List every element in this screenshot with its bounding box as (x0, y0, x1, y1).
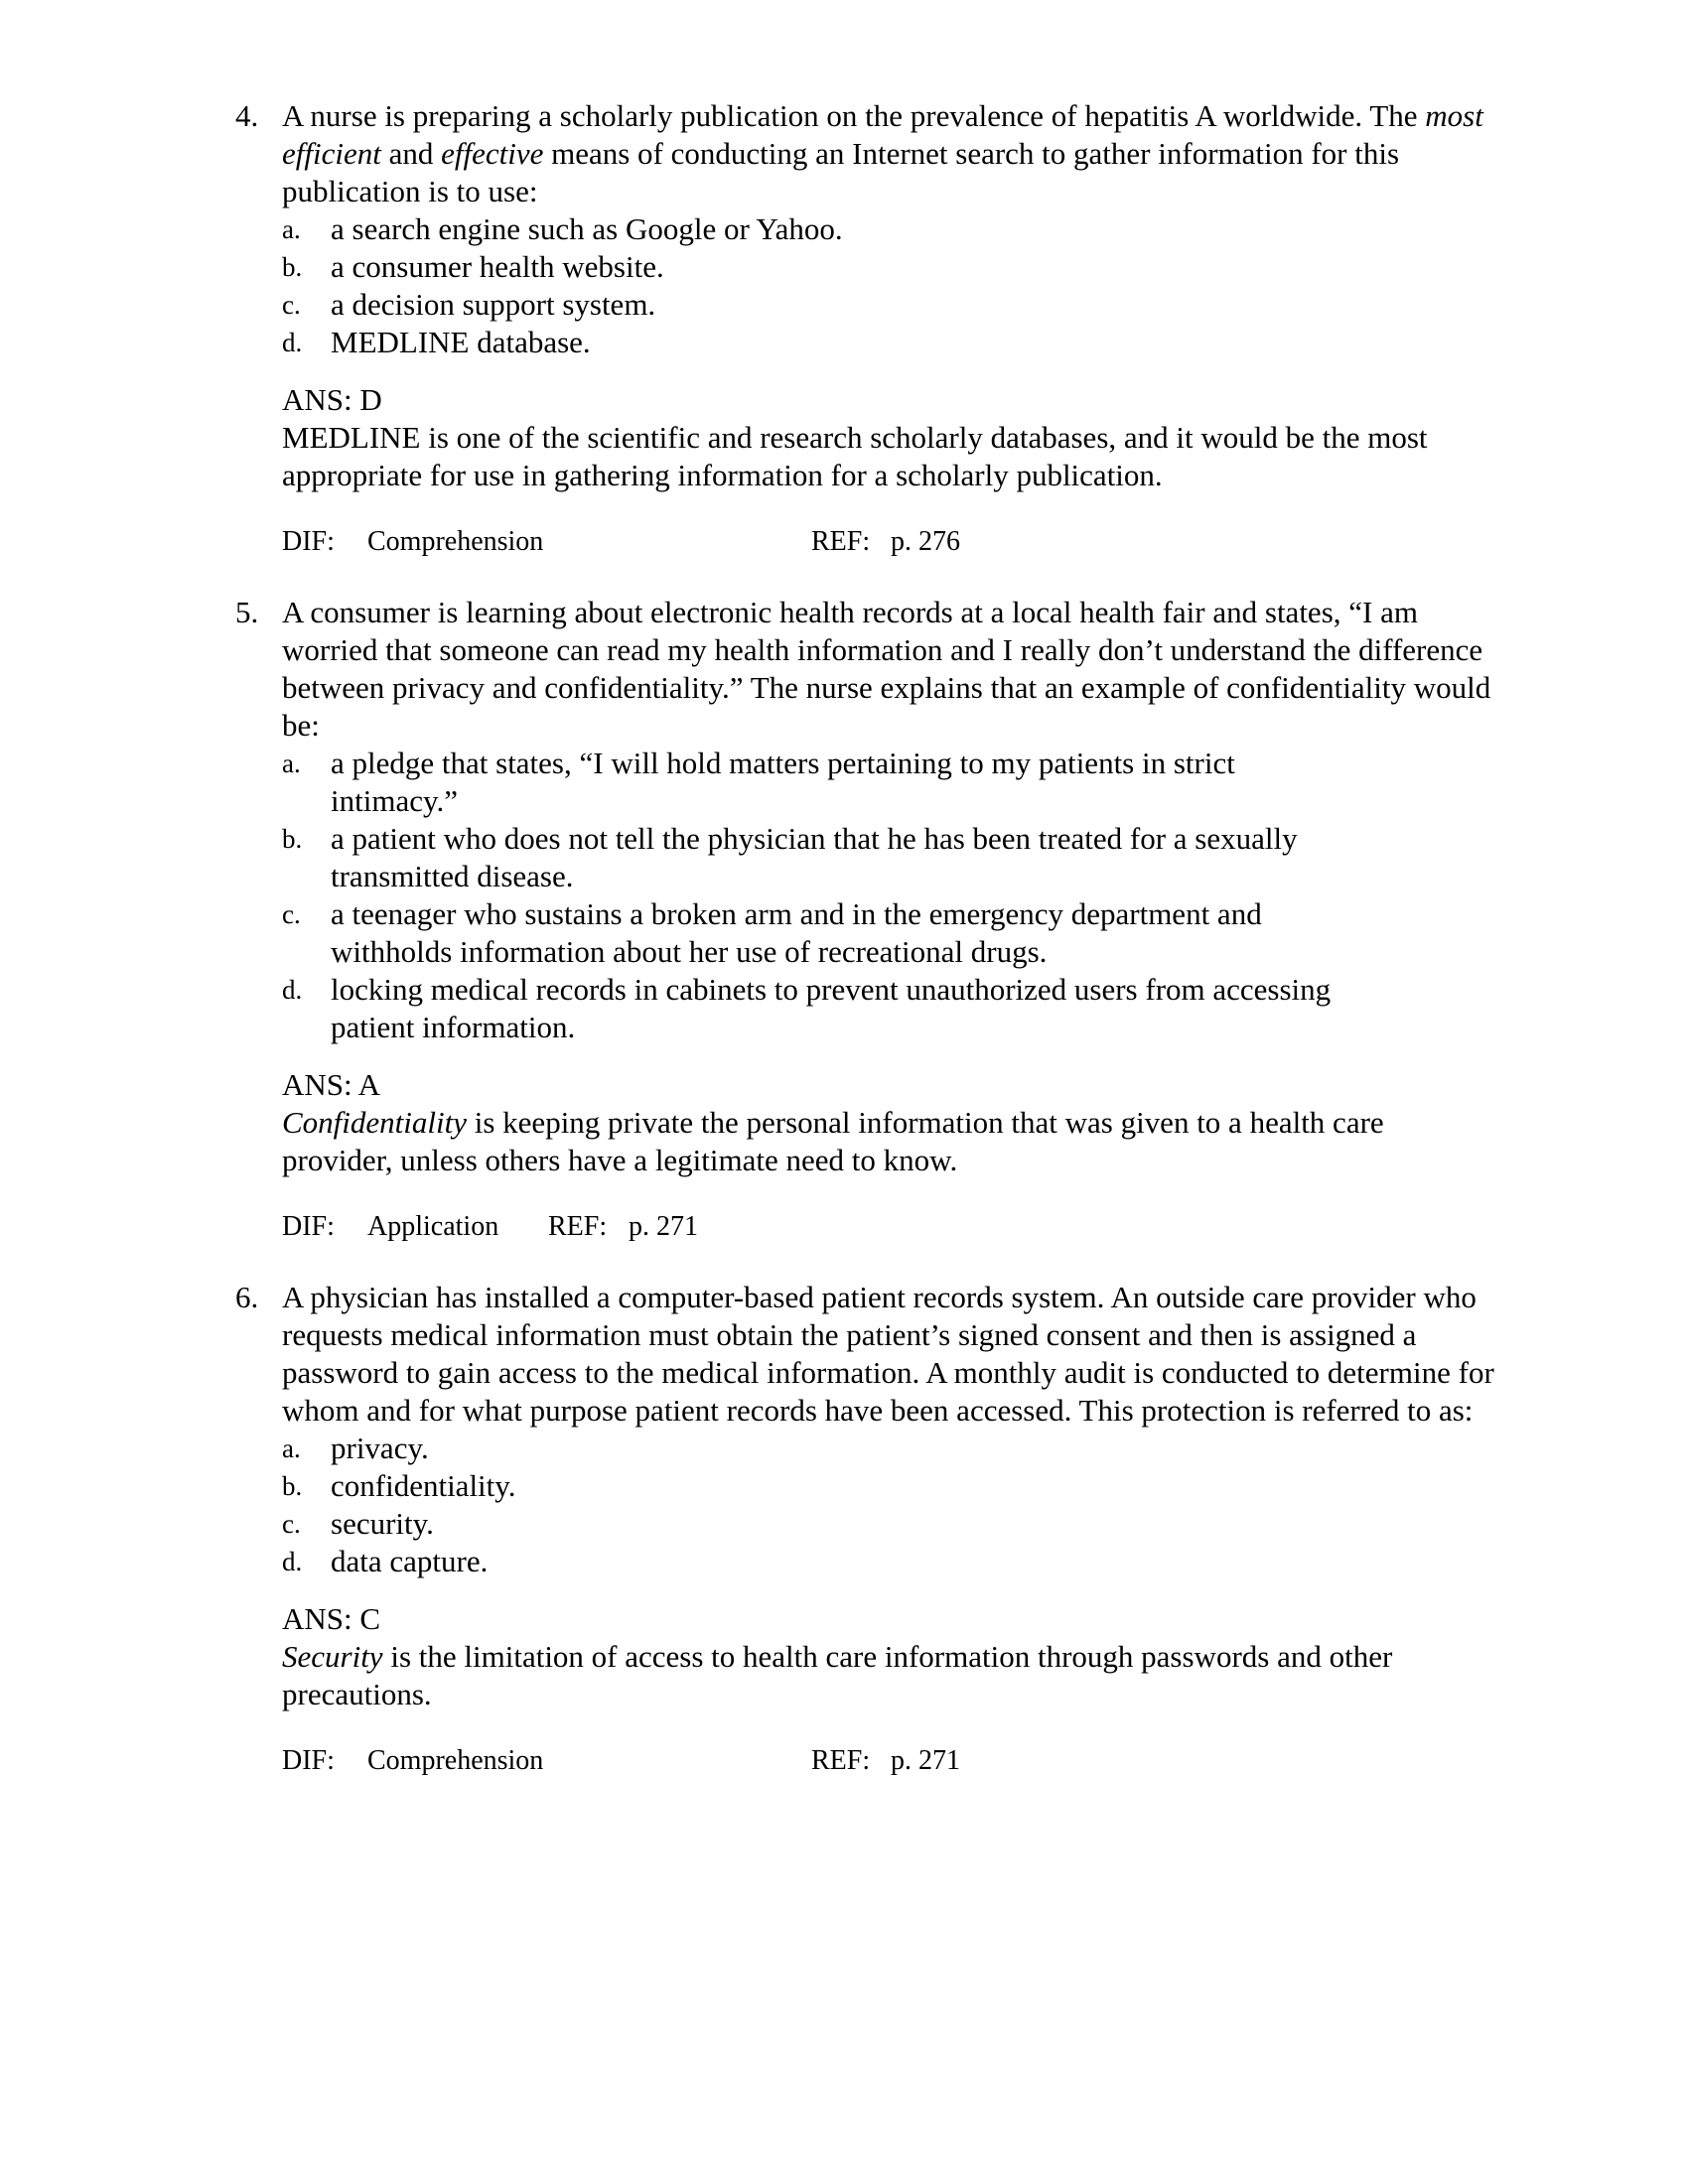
options-list (282, 1430, 1516, 1580)
question-stem (282, 97, 1516, 210)
option-letter: b. (282, 252, 303, 282)
ref-label: REF: (811, 1745, 871, 1776)
option-text: a teenager who sustains a broken arm and in the emergency department and withholds information about her use of recreational drugs. (331, 896, 1262, 969)
option-text: data capture. (331, 1544, 489, 1578)
option-letter: a. (282, 1433, 301, 1463)
answer-block (282, 1066, 1516, 1179)
option-c (282, 286, 1516, 324)
stem-text: A physician has installed a computer-based patient records system. An outside care provider who requests medical information must obtain the patient’s signed consent and then is assigned a password to gain access to the medical information. A monthly audit is conducted to determine for whom and for what purpose patient records have been accessed. This protection is referred to as: (282, 1280, 1494, 1428)
option-d (282, 324, 1516, 361)
answer-block (282, 381, 1516, 494)
option-a (282, 210, 1516, 248)
question-stem-row (235, 594, 1516, 745)
stem-text: and (380, 136, 442, 171)
option-letter: a. (282, 749, 301, 778)
meta-row (282, 524, 1516, 560)
question-number: 5. (235, 595, 259, 629)
question-4 (235, 97, 1516, 560)
question-number: 4. (235, 98, 259, 133)
rationale-text: is the limitation of access to health care information through passwords and other precautions. (282, 1639, 1393, 1711)
option-c (282, 895, 1404, 971)
dif-label: DIF: (282, 526, 335, 557)
dif-label: DIF: (282, 1745, 335, 1776)
option-text: privacy. (331, 1431, 429, 1465)
ref-label: REF: (811, 526, 871, 557)
option-c (282, 1505, 1516, 1543)
stem-text: A nurse is preparing a scholarly publication on the prevalence of hepatitis A worldwide. The (282, 98, 1426, 133)
option-letter: b. (282, 1471, 303, 1501)
rationale (282, 419, 1516, 494)
stem-text: means of conducting an Internet search to gather information for this publication is to use: (282, 136, 1400, 208)
option-b (282, 820, 1404, 895)
option-b (282, 1467, 1516, 1505)
option-d (282, 1543, 1516, 1580)
question-stem (282, 1279, 1516, 1430)
answer-block (282, 1600, 1516, 1713)
rationale-text: is keeping private the personal information that was given to a health care provider, unless others have a legitimate need to know. (282, 1105, 1384, 1177)
options-list (282, 210, 1516, 361)
options-list (282, 745, 1404, 1046)
option-text: locking medical records in cabinets to prevent unauthorized users from accessing patient information. (331, 972, 1332, 1044)
answer-key: ANS: C (282, 1601, 381, 1636)
option-text: a decision support system. (331, 287, 656, 322)
option-letter: c. (282, 1509, 301, 1539)
option-letter: a. (282, 214, 301, 244)
meta-row (282, 1209, 1516, 1245)
option-letter: d. (282, 1547, 303, 1576)
answer-key: ANS: A (282, 1067, 381, 1102)
option-text: security. (331, 1506, 434, 1541)
ref-label: REF: (548, 1211, 608, 1242)
ref-value: p. 271 (891, 1745, 960, 1776)
option-a (282, 745, 1404, 820)
dif-value: Comprehension (367, 1745, 544, 1776)
question-6 (235, 1279, 1516, 1779)
question-stem-row (235, 97, 1516, 210)
rationale (282, 1638, 1474, 1713)
dif-label: DIF: (282, 1211, 335, 1242)
answer-key: ANS: D (282, 382, 382, 417)
option-letter: c. (282, 899, 301, 929)
rationale (282, 1104, 1464, 1179)
ref-value: p. 271 (629, 1211, 698, 1242)
rationale-emphasis: Confidentiality (282, 1105, 467, 1140)
rationale-text: MEDLINE is one of the scientific and research scholarly databases, and it would be the most appropriate for use in gathering information for a scholarly publication. (282, 420, 1428, 492)
option-a (282, 1430, 1516, 1467)
dif-value: Application (367, 1211, 499, 1242)
option-letter: d. (282, 328, 303, 357)
ref-value: p. 276 (891, 526, 960, 557)
option-text: a search engine such as Google or Yahoo. (331, 211, 843, 246)
question-stem (282, 594, 1516, 745)
question-5 (235, 594, 1516, 1245)
option-text: a patient who does not tell the physician that he has been treated for a sexually transmitted disease. (331, 821, 1298, 893)
option-text: a pledge that states, “I will hold matters pertaining to my patients in strict intimacy.” (331, 746, 1235, 818)
question-number: 6. (235, 1280, 259, 1314)
stem-text: A consumer is learning about electronic health records at a local health fair and states, “I am worried that someone can read my health information and I really don’t understand the difference between privacy and confidentiality.” The nurse explains that an example of confidentiality would be: (282, 595, 1491, 743)
dif-value: Comprehension (367, 526, 544, 557)
option-letter: b. (282, 824, 303, 854)
option-text: confidentiality. (331, 1468, 516, 1503)
option-text: MEDLINE database. (331, 325, 591, 359)
question-stem-row (235, 1279, 1516, 1430)
option-b (282, 248, 1516, 286)
option-d (282, 971, 1404, 1046)
option-letter: d. (282, 975, 303, 1005)
option-text: a consumer health website. (331, 249, 664, 284)
meta-row (282, 1743, 1516, 1779)
stem-emphasis: most efficient (282, 98, 1483, 171)
rationale-emphasis: Security (282, 1639, 383, 1674)
stem-emphasis: effective (441, 136, 544, 171)
option-letter: c. (282, 290, 301, 320)
